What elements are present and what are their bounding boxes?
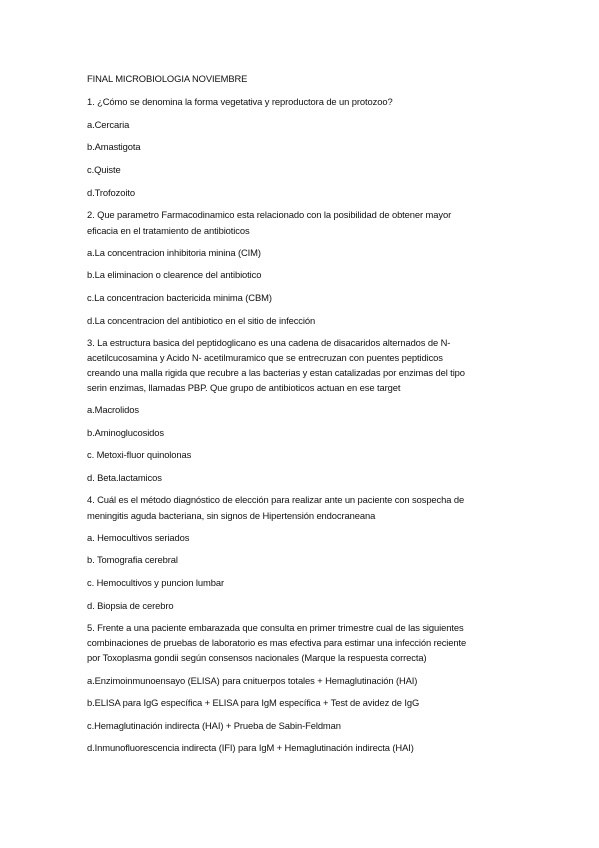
- question-1-option-b: b.Amastigota: [87, 141, 141, 152]
- question-3-text-line-2: acetilcucosamina y Acido N- acetilmuramico que se entrecruzan con puentes peptidicos: [87, 352, 443, 363]
- document-title: FINAL MICROBIOLOGIA NOVIEMBRE: [87, 73, 248, 84]
- question-3-option-a: a.Macrolidos: [87, 404, 139, 415]
- question-2-option-c: c.La concentracion bactericida minima (CBM): [87, 292, 272, 303]
- question-4-option-a: a. Hemocultivos seriados: [87, 532, 190, 543]
- question-1-option-c: c.Quiste: [87, 164, 121, 175]
- question-3-option-b: b.Aminoglucosidos: [87, 427, 164, 438]
- question-3-text-line-1: 3. La estructura basica del peptidoglicano es una cadena de disacaridos alternados de N-: [87, 337, 451, 348]
- question-2-option-a: a.La concentracion inhibitoria minina (CIM): [87, 247, 261, 258]
- question-4-text-line-2: meningitis aguda bacteriana, sin signos de Hipertensión endocraneana: [87, 510, 376, 521]
- question-2-text-line-1: 2. Que parametro Farmacodinamico esta relacionado con la posibilidad de obtener mayor: [87, 209, 452, 220]
- question-1-option-a: a.Cercaria: [87, 119, 130, 130]
- question-5-option-a: a.Enzimoinmunoensayo (ELISA) para cnituerpos totales + Hemaglutinación (HAI): [87, 675, 418, 686]
- question-1-text: 1. ¿Cómo se denomina la forma vegetativa y reproductora de un protozoo?: [87, 96, 393, 107]
- question-5-option-d: d.Inmunofluorescencia indirecta (IFI) para IgM + Hemaglutinación indirecta (HAI): [87, 742, 414, 753]
- question-4-option-d: d. Biopsia de cerebro: [87, 600, 174, 611]
- question-4-option-b: b. Tomografia cerebral: [87, 554, 178, 565]
- question-3-text-line-3: creando una malla rigida que recubre a las bacterias y estan catalizadas por enzimas del tipo: [87, 367, 465, 378]
- question-3-option-d: d. Beta.lactamicos: [87, 472, 162, 483]
- question-2-option-d: d.La concentracion del antibiotico en el sitio de infección: [87, 315, 316, 326]
- question-5-text-line-2: combinaciones de pruebas de laboratorio es mas efectiva para estimar una infección reciente: [87, 637, 467, 648]
- question-4-option-c: c. Hemocultivos y puncion lumbar: [87, 577, 224, 588]
- question-5-text-line-3: por Toxoplasma gondii según consensos nacionales (Marque la respuesta correcta): [87, 652, 427, 663]
- question-4-text-line-1: 4. Cuál es el método diagnóstico de elección para realizar ante un paciente con sospecha de: [87, 494, 465, 505]
- question-1-option-d: d.Trofozoito: [87, 187, 135, 198]
- question-5-option-b: b.ELISA para IgG específica + ELISA para IgM específica + Test de avidez de IgG: [87, 697, 420, 708]
- question-3-option-c: c. Metoxi-fluor quinolonas: [87, 449, 192, 460]
- question-2-option-b: b.La eliminacion o clearence del antibiotico: [87, 269, 262, 280]
- question-2-text-line-2: eficacia en el tratamiento de antibioticos: [87, 225, 250, 236]
- question-5-option-c: c.Hemaglutinación indirecta (HAI) + Prueba de Sabin-Feldman: [87, 720, 341, 731]
- question-5-text-line-1: 5. Frente a una paciente embarazada que consulta en primer trimestre cual de las siguientes: [87, 622, 464, 633]
- question-3-text-line-4: serin enzimas, llamadas PBP. Que grupo de antibioticos actuan en ese target: [87, 382, 401, 393]
